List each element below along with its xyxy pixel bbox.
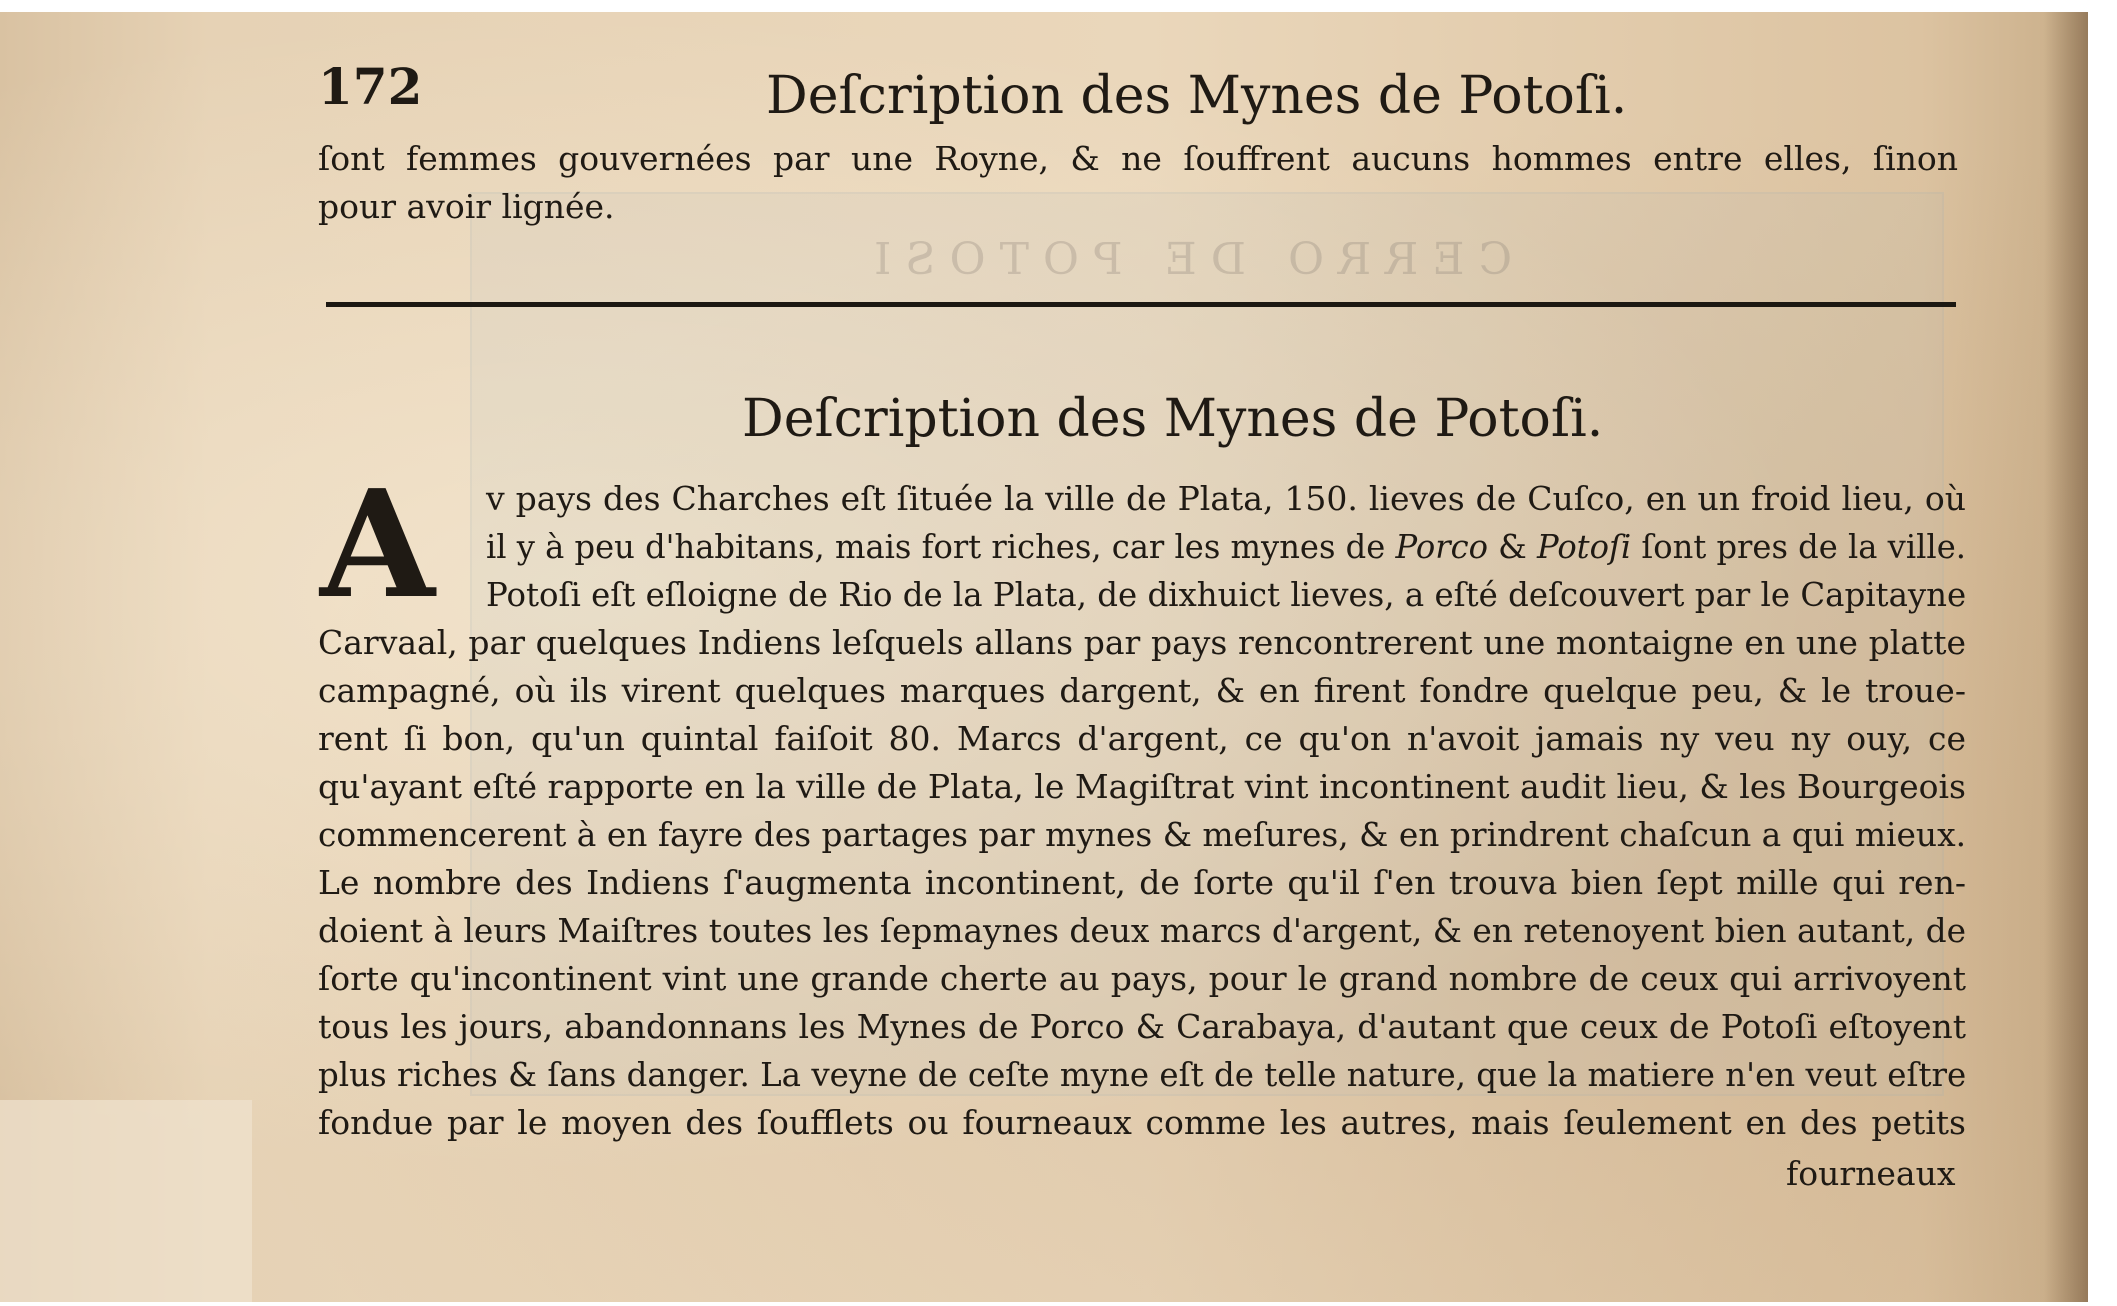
body-line: Carvaal, par quelques Indiens leſquels allans par pays rencontrerent une montaigne en une platte xyxy=(318,623,1966,662)
drop-cap: A xyxy=(320,457,435,631)
running-head: Deſcription des Mynes de Potoſi. xyxy=(766,66,1628,126)
body-line: fondue par le moyen des ſoufflets ou fourneaux comme les autres, mais ſeulement en des petits xyxy=(318,1103,1966,1142)
body-line: doient à leurs Maiſtres toutes les ſepmaynes deux marcs d'argent, & en retenoyent bien autant, de xyxy=(318,911,1967,950)
body-line-text: il y à peu d'habitans, mais fort riches, car les mynes de xyxy=(486,527,1386,566)
body-line: tous les jours, abandonnans les Mynes de Porco & Carabaya, d'autant que ceux de Potoſi eſtoyent xyxy=(318,1007,1966,1046)
page-edge-shadow xyxy=(2044,12,2088,1302)
body-line: campagné, où ils virent quelques marques dargent, & en firent fondre quelque peu, & le troue- xyxy=(318,671,1966,710)
body-line-text: ſont pres de la ville. xyxy=(1631,527,1966,566)
body-line: v pays des Charches eſt ſituée la ville de Plata, 150. lieves de Cuſco, en un froid lieu, où xyxy=(486,479,1966,518)
place-name-italic: Potoſi xyxy=(1536,527,1632,566)
body-line: qu'ayant eſté rapporte en la ville de Plata, le Magiſtrat vint incontinent audit lieu, & les Bourgeois xyxy=(318,767,1966,806)
page-number: 172 xyxy=(318,57,423,116)
body-line: commencerent à en fayre des partages par mynes & meſures, & en prindrent chaſcun a qui mieux. xyxy=(318,815,1967,854)
body-line: Le nombre des Indiens ſ'augmenta incontinent, de ſorte qu'il ſ'en trouva bien ſept mille qui ren- xyxy=(318,863,1966,902)
preceding-text-line: ſont femmes gouvernées par une Royne, & ne ſouffrent aucuns hommes entre elles, ſinon xyxy=(318,139,1958,178)
scan-margin-strip xyxy=(0,1100,252,1302)
body-line: rent ſi bon, qu'un quintal faiſoit 80. Marcs d'argent, ce qu'on n'avoit jamais ny veu ny ouy, ce xyxy=(318,719,1966,758)
section-title: Deſcription des Mynes de Potoſi. xyxy=(742,389,1604,449)
body-line xyxy=(486,527,1966,566)
section-divider-rule xyxy=(326,302,1956,307)
body-line: ſorte qu'incontinent vint une grande cherte au pays, pour le grand nombre de ceux qui arrivoyent xyxy=(318,959,1966,998)
body-line: Potoſi eſt eſloigne de Rio de la Plata, de dixhuict lieves, a eſté deſcouvert par le Capitayne xyxy=(486,575,1967,614)
body-line: plus riches & ſans danger. La veyne de ceſte myne eſt de telle nature, que la matiere n'en veut eſtre xyxy=(318,1055,1967,1094)
reverse-page-title: CERRO DE POTOSI xyxy=(860,234,1513,285)
preceding-text-line: pour avoir lignée. xyxy=(318,187,615,226)
body-line-joiner: & xyxy=(1487,527,1537,566)
place-name-italic: Porco xyxy=(1395,527,1488,566)
book-page xyxy=(0,12,2088,1302)
catchword: fourneaux xyxy=(1786,1154,1956,1193)
